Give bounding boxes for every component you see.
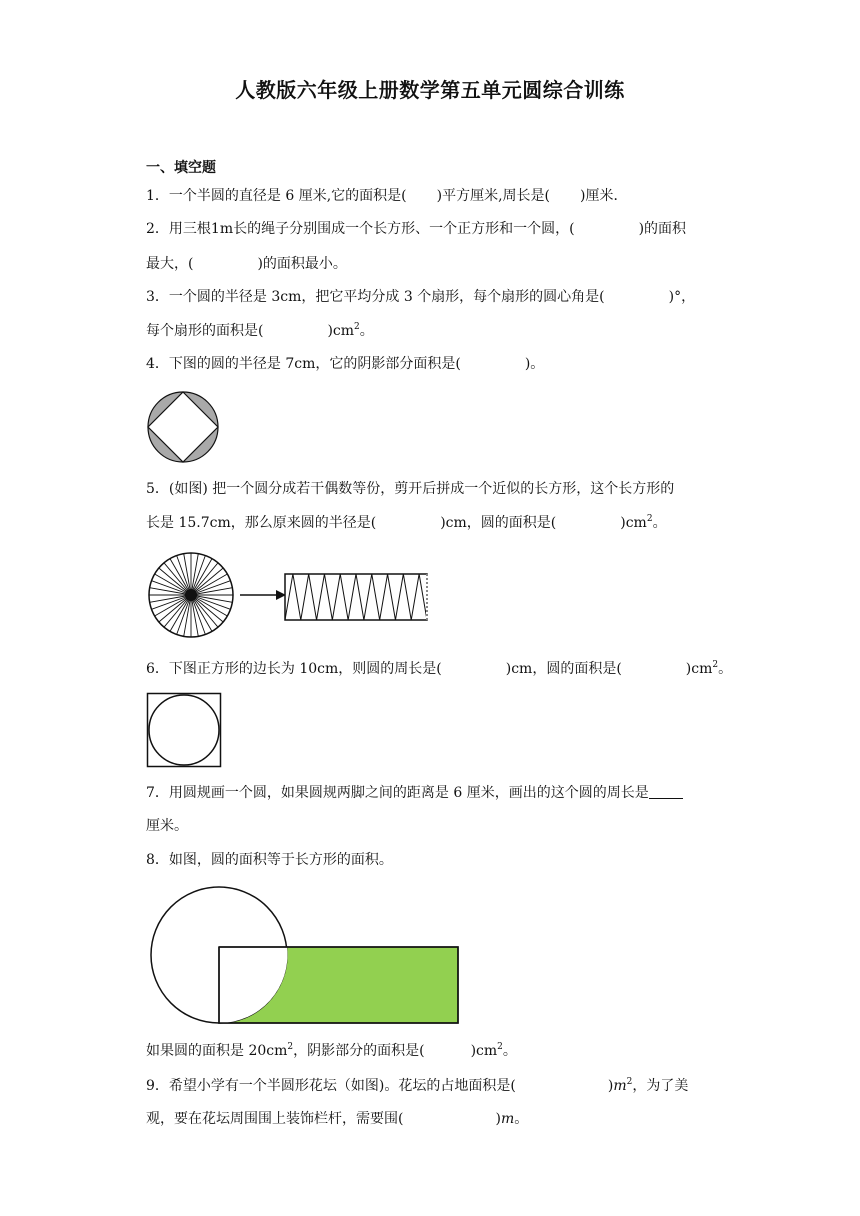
circle-rectangle-figure <box>146 884 466 1028</box>
question-7: 7．用圆规画一个圆，如果圆规两脚之间的距离是 6 厘米，画出的这个圆的周长是 <box>146 783 718 803</box>
question-1: 1．一个半圆的直径是 6 厘米,它的面积是( )平方厘米,周长是( )厘米． <box>146 188 628 204</box>
question-8-cont: 如果圆的面积是 $20cm^2$，阴影部分的面积是( )$cm^2$。 <box>146 1042 517 1059</box>
question-2-cont: 最大，( )的面积最小。 <box>146 256 347 272</box>
question-7-cont: 厘米。 <box>146 818 188 834</box>
circle-to-rectangle-figure <box>146 552 436 638</box>
question-3-cont: 每个扇形的面积是( )$cm^2$。 <box>146 322 374 339</box>
question-9: 9．希望小学有一个半圆形花坛（如图)。花坛的占地面积是( )$m^2$，为了美 <box>146 1077 689 1094</box>
section-heading: 一、填空题 <box>146 160 216 176</box>
question-9-cont: 观，要在花坛周围围上装饰栏杆，需要围( )m。 <box>146 1111 529 1127</box>
square-inscribed-circle-figure <box>146 692 222 768</box>
circle-inscribed-square-figure <box>146 390 220 464</box>
question-5: 5．(如图) 把一个圆分成若干偶数等份，剪开后拼成一个近似的长方形，这个长方形的 <box>146 481 675 497</box>
question-8: 8．如图，圆的面积等于长方形的面积。 <box>146 852 393 868</box>
question-4: 4．下图的圆的半径是 7cm，它的阴影部分面积是( )。 <box>146 356 545 372</box>
question-3: 3．一个圆的半径是 3cm，把它平均分成 3 个扇形，每个扇形的圆心角是( )°， <box>146 289 696 305</box>
answer-blank[interactable] <box>649 784 683 799</box>
question-5-cont: 长是 15.7cm，那么原来圆的半径是( )cm，圆的面积是( )$cm^2$。 <box>146 514 667 531</box>
page-title: 人教版六年级上册数学第五单元圆综合训练 <box>235 78 625 102</box>
question-6: 6．下图正方形的边长为 10cm，则圆的周长是( )cm，圆的面积是( )$cm^2$。 <box>146 660 733 677</box>
question-2: 2．用三根1m长的绳子分别围成一个长方形、一个正方形和一个圆，( )的面积 <box>146 221 687 237</box>
